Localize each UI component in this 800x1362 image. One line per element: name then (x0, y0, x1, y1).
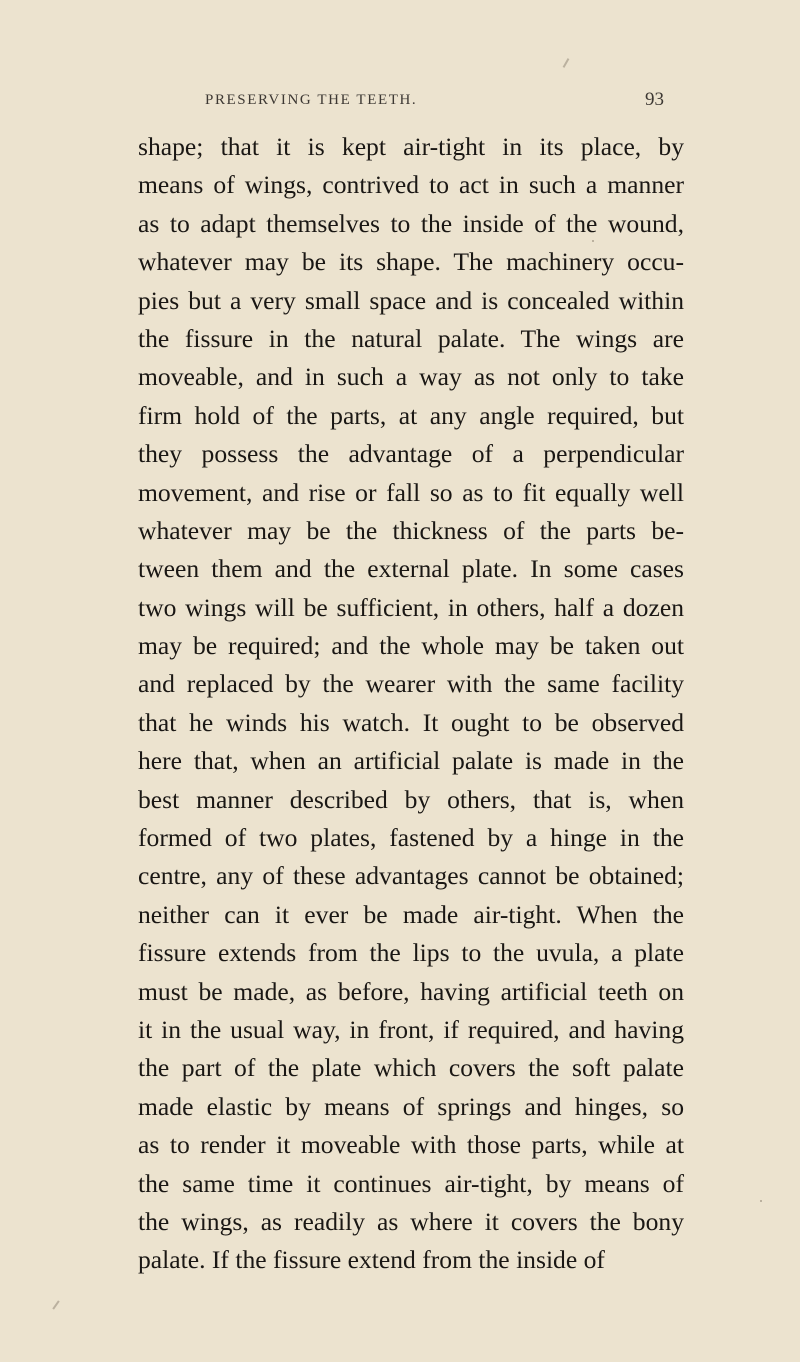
text-line: formed of two plates, fastened by a hinge in the (138, 823, 684, 853)
text-line: neither can it ever be made air-tight. When the (138, 899, 684, 929)
text-line: tween them and the external plate. In some cases (138, 554, 684, 584)
text-line: the wings, as readily as where it covers the bony (138, 1206, 684, 1236)
running-head: PRESERVING THE TEETH. (205, 92, 418, 108)
text-line: two wings will be sufficient, in others, half a dozen (138, 592, 684, 622)
text-line: shape; that it is kept air-tight in its place, by (138, 132, 684, 161)
scan-speck (592, 240, 594, 242)
text-line: whatever may be its shape. The machinery occu- (138, 247, 684, 277)
text-line: firm hold of the parts, at any angle required, but (138, 400, 684, 430)
text-line: pies but a very small space and is concealed within (138, 285, 684, 315)
text-line: that he winds his watch. It ought to be observed (138, 707, 684, 737)
page-number: 93 (645, 89, 664, 110)
text-line: made elastic by means of springs and hinges, so (138, 1091, 684, 1121)
text-line: centre, any of these advantages cannot be obtained; (138, 861, 684, 891)
text-line: and replaced by the wearer with the same facility (138, 669, 684, 699)
text-line: best manner described by others, that is, when (138, 784, 684, 814)
scan-speck (563, 58, 570, 68)
text-line: the part of the plate which covers the soft palate (138, 1053, 684, 1083)
text-line: it in the usual way, in front, if required, and having (138, 1014, 684, 1044)
text-line: must be made, as before, having artificial teeth on (138, 976, 684, 1006)
text-line: they possess the advantage of a perpendicular (138, 439, 684, 469)
text-line: means of wings, contrived to act in such a manner (138, 170, 684, 200)
text-line: as to render it moveable with those parts, while at (138, 1130, 684, 1160)
text-line: palate. If the fissure extend from the inside of (138, 1245, 605, 1275)
text-line: movement, and rise or fall so as to fit equally well (138, 477, 684, 507)
text-line: the fissure in the natural palate. The wings are (138, 323, 684, 353)
scan-speck (760, 1200, 762, 1202)
scan-speck (52, 1300, 59, 1309)
text-line: as to adapt themselves to the inside of the wound, (138, 208, 684, 238)
text-line: may be required; and the whole may be taken out (138, 631, 684, 661)
text-line: whatever may be the thickness of the parts be- (138, 515, 684, 545)
text-line: the same time it continues air-tight, by means of (138, 1168, 684, 1198)
body-text (138, 128, 684, 1280)
text-line: fissure extends from the lips to the uvula, a plate (138, 938, 684, 968)
text-line: moveable, and in such a way as not only to take (138, 362, 684, 392)
text-line: here that, when an artificial palate is made in the (138, 746, 684, 776)
